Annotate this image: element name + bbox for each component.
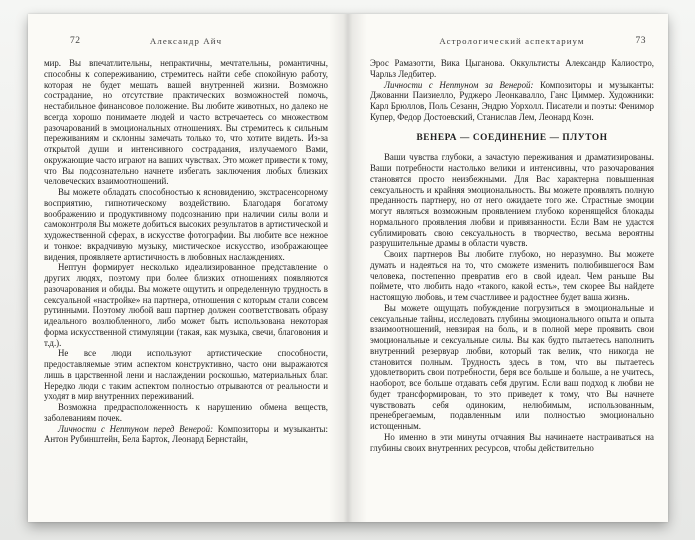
paragraph: Ваши чувства глубоки, а зачастую переживания и драматизированы. Ваши потребности настолько велики и интенсивны, что разочарования становятся просто неизбежными. Для Вас характерна повышенная сексуальность и крайняя эмоциональность. Вы можете проявлять полную преданность партнеру, но от него ожидаете того же. Страстные эмоции могут являться возможным проявлением глубоко коренящейся блокады нормального проявления любви и привязанности. Если Вам не удастся сублимировать свою сексуальность в творчество, весьма вероятны разрушительные драмы в области чувств. [370, 152, 654, 249]
paragraph: Нептун формирует несколько идеализированное представление о других людях, поэтому при более близких отношениях появляются разочарования и обиды. Вы можете ощутить и определенную трудность в сексуальной «настройке» на партнера, отношения с которым стали совсем рутинными. Поэтому любой ваш партнер должен соответствовать образу идеального возлюбленного, либо может быть использована некоторая форма искусственной стимуляции (такая, как музыка, свечи, благовония и т.д.). [44, 262, 328, 348]
paragraph-lead-italic: Личности с Нептуном за Венерой: [384, 79, 541, 90]
paragraph: Вы можете обладать способностью к ясновидению, экстрасенсорному восприятию, гипнотическому воздействию. Благодаря богатому воображению и продуктивному подсознанию при наличии силы воли и самоконтроля Вы можете добиться высоких результатов в артистической и художественной сферах, в искусстве фотографии. Вы любите все нежное и тонкое: вкрадчивую музыку, мистическое искусство, изображающее видения, проявляете артистичность в любовных наслаждениях. [44, 187, 328, 262]
left-page [28, 14, 348, 522]
paragraph: Но именно в эти минуты отчаяния Вы начинаете настраиваться на глубины своих внутренних ресурсов, чтобы действительно [370, 431, 654, 453]
left-page-header [44, 36, 328, 49]
paragraph: Не все люди используют артистические способности, предоставляемые этим аспектом конструктивно, часто они выражаются лишь в царственной лени и наслаждении роскошью, материальных благ. Нередко люди с таким аспектом полностью отрываются от реальности и уходят в мир внутренних переживаний. [44, 348, 328, 402]
running-head: Астрологический аспектариум [439, 36, 585, 46]
right-page [348, 14, 668, 522]
paragraph: Личности с Нептуном за Венерой: Композиторы и музыканты: Джованни Паизиелло, Руджеро Леонкавалло, Ганс Циммер. Художники: Карл Брюллов, Поль Сезанн, Эндрю Уорхолл. Писатели и поэты: Фенимор Купер, Федор Достоевский, Станислав Лем, Леонард Коэн. [370, 79, 654, 122]
right-page-body [370, 58, 654, 516]
book-spread [28, 14, 668, 522]
running-head: Александр Айч [149, 36, 223, 46]
paragraph: Эрос Рамазотти, Вика Цыганова. Оккультисты Александр Калиостро, Чарльз Ледбитер. [370, 58, 654, 79]
paragraph: Возможна предрасположенность к нарушению обмена веществ, заболеваниям почек. [44, 402, 328, 423]
left-page-body [44, 58, 328, 516]
paragraph: мир. Вы впечатлительны, непрактичны, мечтательны, романтичны, способны к сопереживанию, стремитесь найти себе спокойную работу, которая не будет мешать вашей внутренней жизни. Возможно сострадание, но отсутствие практических возможностей помочь, нестабильное финансовое положение. Вы любите животных, но далеко не всегда хорошо понимаете людей и часто встречаетесь со множеством разочарований в эмоциональных отношениях. Вы стремитесь к сильным переживаниям и склонны замечать только то, что хотите видеть. Из-за открытой души и интенсивного сострадания, излучаемого Вами, окружающие часто играют на ваших чувствах. Это может привести к тому, что Вы подсознательно начнете избегать заключения любых близких человеческих взаимоотношений. [44, 58, 328, 187]
paragraph: Своих партнеров Вы любите глубоко, но неразумно. Вы можете думать и надеяться на то, что сможете изменить полюбившегося Вам человека, постепенно превратив его в свой идеал. Чем раньше Вы поймете, что любить надо «такого, какой есть», тем скорее Вы найдете настоящую любовь, и тем счастливее и радостнее будет ваша жизнь. [370, 249, 654, 302]
section-heading: ВЕНЕРА — СОЕДИНЕНИЕ — ПЛУТОН [416, 132, 608, 143]
page-number: 72 [70, 36, 81, 46]
right-page-header [370, 36, 654, 49]
paragraph-lead-italic: Личности с Нептуном перед Венерой: [58, 423, 218, 434]
paragraph: Личности с Нептуном перед Венерой: Композиторы и музыканты: Антон Рубинштейн, Бела Барток, Леонард Бернстайн, [44, 423, 328, 445]
paragraph: Вы можете ощущать побуждение погрузиться в эмоциональные и сексуальные тайны, исследовать глубины эмоционального опыта и опыта взаимоотношений, невзирая на боль, и в полной мере проявить свои эмоциональные и сексуальные силы. Вы как будто пытаетесь наполнить внутренний резервуар любви, который так велик, что никогда не становится полным. Трудность здесь в том, что вы пытаетесь удовлетворить свои потребности, беря все больше и больше, а не учитесь, наоборот, все больше отдавать себя другим. Если ваш подход к любви не будет трансформирован, то это приведет к тому, что Вы начнете чувствовать себя одиноким, нелюбимым, использованным, пренебрегаемым, подавленным или полностью эмоционально истощенным. [370, 302, 654, 431]
page-number: 73 [635, 36, 646, 46]
